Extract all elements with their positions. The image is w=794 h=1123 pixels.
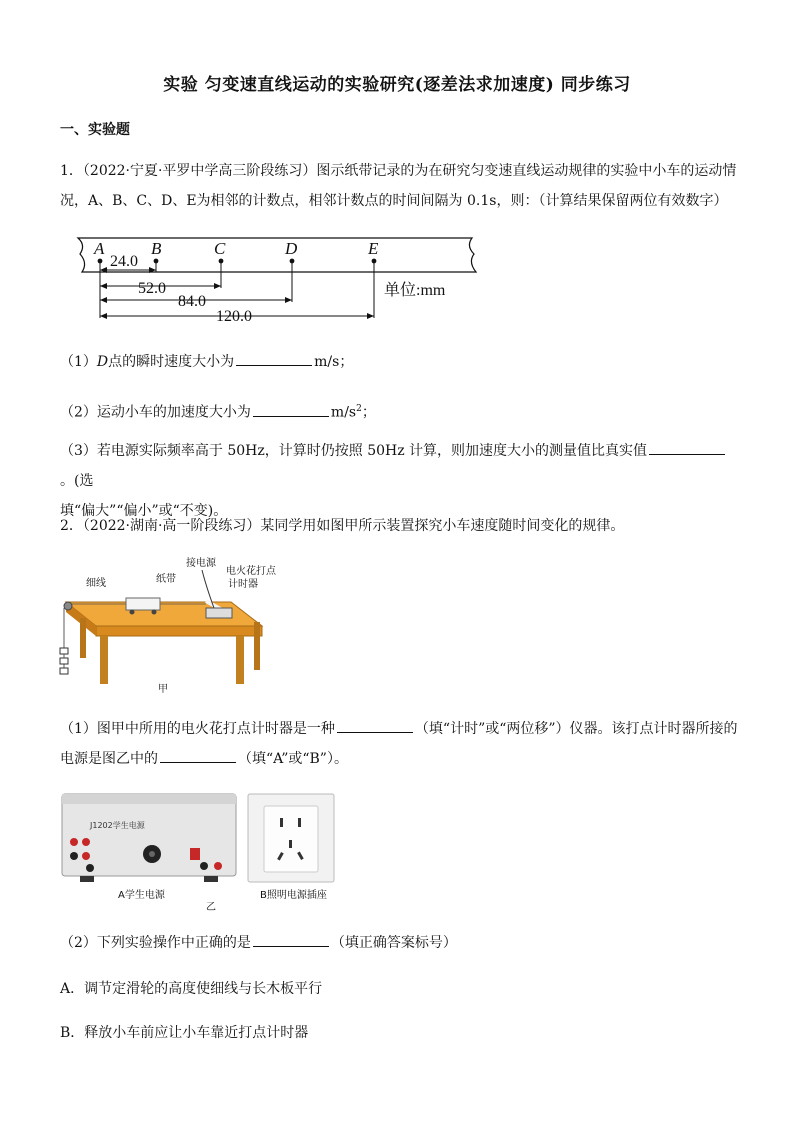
weight-1 (60, 648, 68, 654)
q1-line1: 1．（2022·宁夏·平罗中学高三阶段练习）图示纸带记录的为在研究匀变速直线运动规律的实验中小车的运动情 (60, 163, 737, 179)
tape-label-a: A (94, 239, 105, 258)
q2-sub1 (60, 714, 740, 774)
tape-label-c: C (214, 239, 226, 258)
tape-len-ac: 52.0 (138, 280, 166, 297)
q2-sub1-text-3: 电源是图乙中的 (60, 751, 158, 767)
q2-sub1-answer-blank-1[interactable] (337, 718, 413, 733)
q2-line1: 2．（2022·湖南·高一阶段练习）某同学用如图甲所示装置探究小车速度随时间变化的规律。 (60, 518, 625, 534)
label-timer-1: 电火花打点 (226, 566, 276, 577)
q1-sub1-text: 点的瞬时速度大小为 (108, 354, 235, 370)
table-leg-front-left (100, 636, 108, 684)
q1-sub1 (60, 347, 740, 377)
q1-sub2-text: （2）运动小车的加速度大小为 (60, 404, 251, 421)
q2-sub2 (60, 928, 740, 958)
device-label: J1202学生电源 (90, 821, 145, 830)
section-heading: 一、实验题 (60, 122, 130, 138)
weight-3 (60, 668, 68, 674)
table-leg-front-right (236, 636, 244, 684)
page-title: 实验 匀变速直线运动的实验研究(逐差法求加速度) 同步练习 (163, 75, 631, 95)
q1-sub3-text-end: 。(选 (60, 473, 94, 489)
tape-len-ae: 120.0 (216, 308, 252, 324)
q2-sub1-text-2: （填“计时”或“两位移”）仪器。该打点计时器所接的 (414, 721, 738, 737)
pulley (64, 602, 72, 610)
label-timer-2: 计时器 (228, 579, 258, 590)
q1-sub2-unit-exp: 2 (356, 404, 362, 414)
board-top (66, 602, 262, 626)
board-front (96, 626, 262, 636)
q1-sub2-answer-blank[interactable] (253, 402, 329, 417)
q1-sub1-unit: m/s； (314, 354, 354, 370)
q1-line2: 况，A、B、C、D、E为相邻的计数点，相邻计数点的时间间隔为 0.1s，则：（计算结果保留两位有效数字） (60, 193, 728, 209)
table-leg-back-left (80, 618, 86, 658)
spark-timer (206, 608, 232, 618)
q1-sub2-unit: m/s (330, 404, 357, 421)
q1-sub3-answer-blank[interactable] (649, 440, 725, 455)
q2-option-a[interactable]: A．调节定滑轮的高度使细线与长木板平行 (60, 981, 323, 997)
power-switch (190, 848, 200, 860)
caption-lighting-socket: B照明电源插座 (260, 890, 327, 901)
apparatus-figure (56, 556, 292, 696)
paper-tape-figure (66, 232, 486, 324)
q1-sub1-answer-blank[interactable] (236, 351, 312, 366)
tape-label-d: D (285, 239, 298, 258)
q2-sub1-answer-blank-2[interactable] (160, 748, 236, 763)
fig-caption-jia: 甲 (158, 684, 168, 695)
label-paper-tape: 纸带 (156, 574, 176, 585)
power-supply-figure (60, 792, 340, 914)
q1-sub1-num: （1） (60, 354, 97, 370)
q2-option-b[interactable]: B．释放小车前应让小车靠近打点计时器 (60, 1025, 309, 1041)
q1-sub2-end: ； (361, 404, 376, 421)
q2-sub1-text: （1）图甲中所用的电火花打点计时器是一种 (60, 721, 335, 737)
q1-sub3-line2: 填“偏大”“偏小”或“不变)。 (60, 503, 228, 519)
student-power-supply (62, 794, 236, 876)
q2-sub2-text: （2）下列实验操作中正确的是 (60, 935, 251, 951)
weight-2 (60, 658, 68, 664)
q2-sub2-answer-blank[interactable] (253, 932, 329, 947)
q2-sub1-text-4: （填“A”或“B”）。 (238, 751, 348, 767)
tape-len-ad: 84.0 (178, 293, 206, 310)
table-leg-back-right (254, 622, 260, 670)
caption-student-power: A学生电源 (118, 890, 165, 901)
q1-sub3-text: （3）若电源实际频率高于 50Hz，计算时仍按照 50Hz 计算，则加速度大小的测量值比真实值 (60, 443, 648, 459)
q2-sub2-text-2: （填正确答案标号） (330, 935, 457, 951)
tape-unit: 单位:mm (384, 282, 446, 299)
tape-label-e: E (368, 239, 379, 258)
q1-sub2 (60, 394, 740, 428)
tape-label-b: B (151, 239, 162, 258)
tape-len-ab: 24.0 (110, 253, 138, 270)
q1-sub1-point: D (96, 354, 109, 370)
label-power: 接电源 (186, 558, 216, 569)
label-thin-line: 细线 (86, 578, 106, 589)
q1-text (60, 156, 740, 216)
cart (126, 598, 160, 610)
fig-caption-yi: 乙 (206, 902, 216, 913)
